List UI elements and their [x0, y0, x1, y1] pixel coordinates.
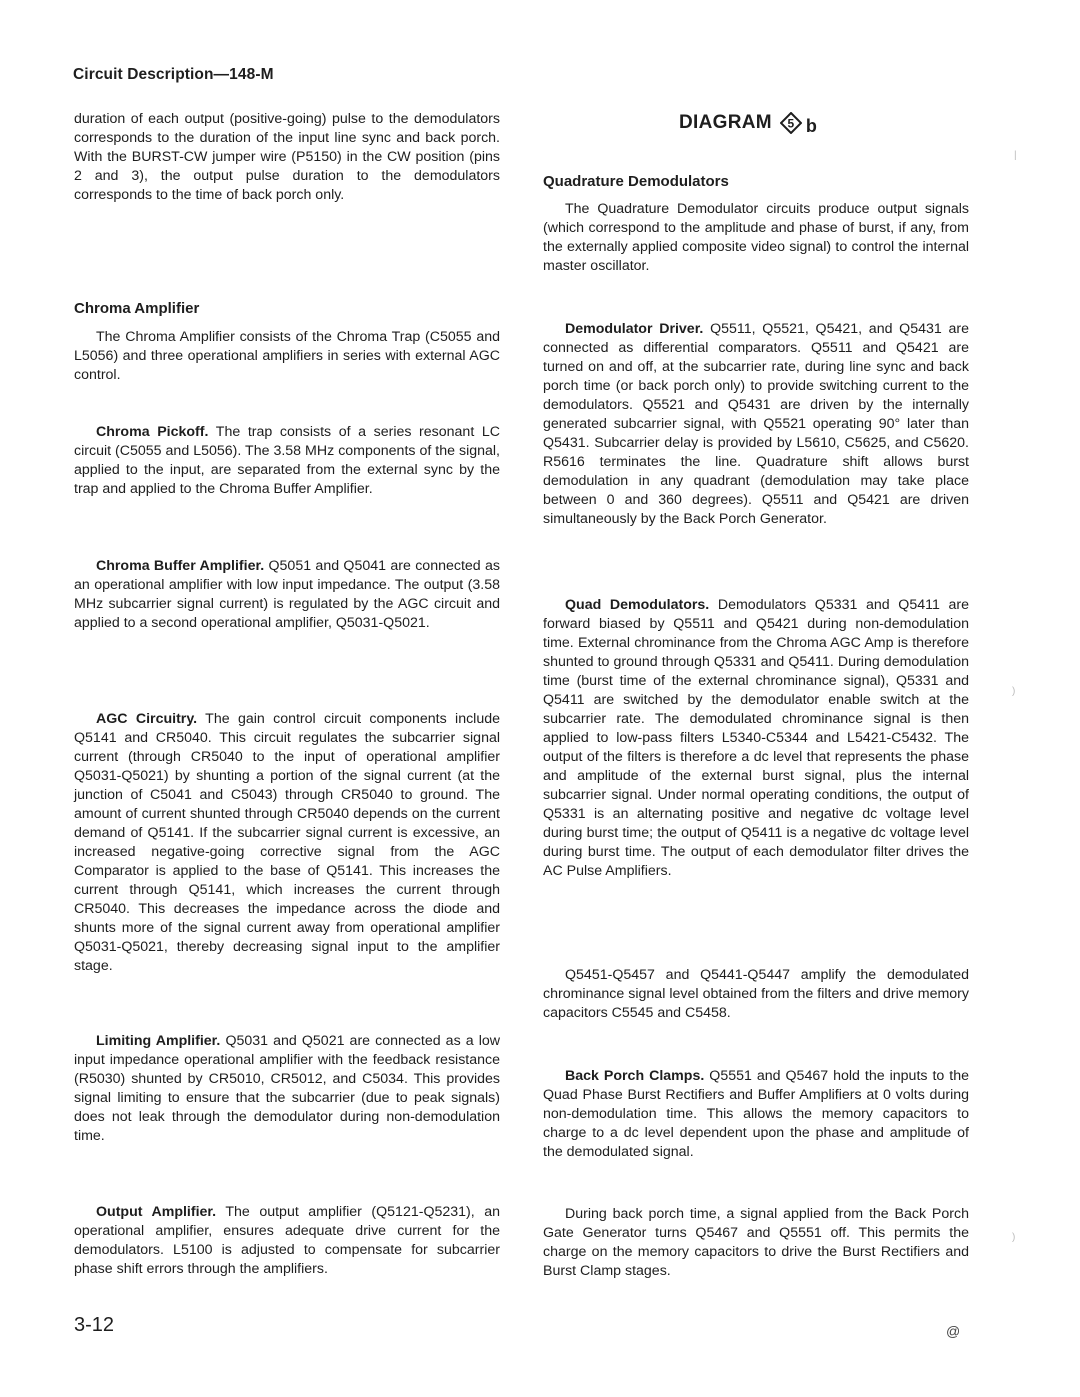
- paragraph-text: The output amplifier (Q5121-Q5231), an operational amplifier, ensures adequate drive current for the demodulators. L5100 is adjusted to compensate for subcarrier phase shift errors through the amplifiers.: [74, 1204, 501, 1277]
- paragraph-limiting-amplifier: [74, 1032, 500, 1146]
- paragraph-lead: Chroma Pickoff.: [96, 424, 209, 440]
- paragraph-chroma-buffer-amplifier: [74, 557, 500, 633]
- paragraph-lead: Quad Demodulators.: [565, 597, 710, 613]
- paragraph-lead: Back Porch Clamps.: [565, 1068, 705, 1084]
- paragraph-agc-circuitry: [74, 710, 500, 976]
- diagram-reference: [679, 108, 817, 137]
- section-title-quadrature-demodulators: Quadrature Demodulators: [543, 173, 729, 190]
- paragraph-text: Q5451-Q5457 and Q5441-Q5447 amplify the demodulated chrominance signal level obtained from the filters and drive memory capacitors C5545 and C5458.: [543, 967, 969, 1021]
- scan-artifact: ): [1012, 686, 1016, 697]
- footer-mark: @: [946, 1323, 961, 1339]
- paragraph-text: Q5511, Q5521, Q5421, and Q5431 are connected as differential comparators. Q5511 and Q5421 are turned on and off, at the subcarrier rate, during line sync and back porch time (or back porch only) to provide switching current to the demodulators. Q5521 and Q5431 are driven by the internally generated subcarrier signal, with Q5521 operating 90° later than Q5431. Subcarrier delay is provided by L5610, C5625, and C5620. R5616 terminates the line. Quadrature shift allows burst demodulation in any quadrant (demodulation may take place between 0 and 360 degrees). Q5511 and Q5421 are driven simultaneously by the Back Porch Generator.: [543, 321, 969, 527]
- paragraph-text: Q5051 and Q5041 are connected as an operational amplifier with low input impedance. The output (3.58 MHz subcarrier signal current) is regulated by the AGC circuit and applied to a second operational amplifier, Q5031-Q5021.: [74, 558, 500, 631]
- paragraph-text: Q5551 and Q5467 hold the inputs to the Quad Phase Burst Rectifiers and Buffer Amplifiers at 0 volts during non-demodulation time. This allows the memory capacitors to charge to a dc level dependent upon the phase and amplitude of the demodulated signal.: [543, 1068, 970, 1160]
- section-title-chroma-amplifier: Chroma Amplifier: [74, 300, 200, 317]
- paragraph-lead: Output Amplifier.: [96, 1204, 217, 1220]
- paragraph-back-porch-clamps: [543, 1067, 969, 1162]
- paragraph-text: The trap consists of a series resonant LC circuit (C5055 and L5056). The 3.58 MHz components of the signal, applied to the input, are separated from the external sync by the trap and applied to the Chroma Buffer Amplifier.: [74, 424, 500, 497]
- paragraph-ac-pulse-amplifiers: [543, 966, 969, 1023]
- paragraph: The Chroma Amplifier consists of the Chroma Trap (C5055 and L5056) and three operational amplifiers in series with external AGC control.: [74, 329, 500, 383]
- diagram-label: DIAGRAM: [679, 111, 772, 133]
- paragraph-output-amplifier: [74, 1203, 500, 1279]
- paragraph-lead: Demodulator Driver.: [565, 321, 704, 337]
- paragraph-back-porch-time: [543, 1205, 969, 1281]
- page-number: 3-12: [74, 1314, 115, 1336]
- paragraph-text: Q5031 and Q5021 are connected as a low input impedance operational amplifier with the feedback resistance (R5030) shunted by CR5010, CR5012, and C5034. This provides signal limiting to ensure that the subcarrier (due to peak signals) does not leak through the demodulator during non-demodulation time.: [74, 1033, 500, 1144]
- paragraph-text: The gain control circuit components include Q5141 and CR5040. This circuit regulates the subcarrier signal current (through CR5040 to the input of operational amplifier Q5031-Q5021) by shunting a portion of the signal current (at the junction of C5041 and C5043) through CR5040 to ground. The amount of current shunted through CR5040 depends on the current demand of Q5141. If the subcarrier signal current is excessive, an increased negative-going corrective signal from the AGC Comparator is applied to the base of Q5141. This increases the current through Q5141, which increases the current through CR5040. This decreases the impedance across the diode and shunts more of the signal current away from operational amplifier Q5031-Q5021, thereby decreasing signal input to the amplifier stage.: [74, 711, 500, 974]
- paragraph-quad-demodulators: [543, 596, 969, 881]
- scan-artifact: ): [1012, 1232, 1016, 1243]
- diagram-number: 5: [787, 116, 795, 130]
- running-header: Circuit Description—148-M: [73, 66, 274, 83]
- paragraph: The Quadrature Demodulator circuits produce output signals (which correspond to the amplitude and phase of burst, if any, from the externally applied composite video signal) to control the internal master oscillator.: [543, 201, 969, 274]
- paragraph-lead: Chroma Buffer Amplifier.: [96, 558, 265, 574]
- paragraph-lead: AGC Circuitry.: [96, 711, 198, 727]
- scan-artifact: |: [1014, 150, 1017, 161]
- paragraph-text: During back porch time, a signal applied from the Back Porch Gate Generator turns Q5467 and Q5551 off. This permits the charge on the memory capacitors to drive the Burst Rectifiers and Burst Clamp stages.: [543, 1206, 969, 1279]
- paragraph-lead: Limiting Amplifier.: [96, 1033, 221, 1049]
- paragraph-text: Demodulators Q5331 and Q5411 are forward biased by Q5511 and Q5421 during non-demodulation time. External chrominance from the Chroma AGC Amp is therefore shunted to ground through Q5331 and Q5411. During demodulation time (burst time of the external chrominance signal), Q5331 and Q5411 are switched by the demodulator enable switch at the subcarrier rate. The demodulated chrominance signal is then applied to low-pass filters L5340-C5344 and L5421-C5432. The output of the filters is therefore a dc level that represents the phase and amplitude of the external burst signal, plus the internal subcarrier signal. Under normal operating conditions, the output of Q5331 is an alternating positive and negative dc voltage level during burst time; the output of Q5411 is a negative dc voltage level during burst time. The output of each demodulator filter drives the AC Pulse Amplifiers.: [543, 597, 969, 879]
- chroma-amplifier-intro: [74, 328, 500, 385]
- paragraph-chroma-pickoff: [74, 423, 500, 499]
- paragraph-demodulator-driver: [543, 320, 969, 529]
- diamond-number-icon: [780, 112, 802, 134]
- intro-paragraph: duration of each output (positive-going) pulse to the demodulators corresponds to the duration of the input line sync and back porch. With the BURST-CW jumper wire (P5150) in the CW position (pins 2 and 3), the output pulse duration to the demodulators corresponds to the time of back porch only.: [74, 111, 500, 203]
- left-intro: [74, 110, 500, 205]
- quadrature-demodulators-intro: [543, 200, 969, 276]
- diagram-suffix: b: [805, 116, 818, 136]
